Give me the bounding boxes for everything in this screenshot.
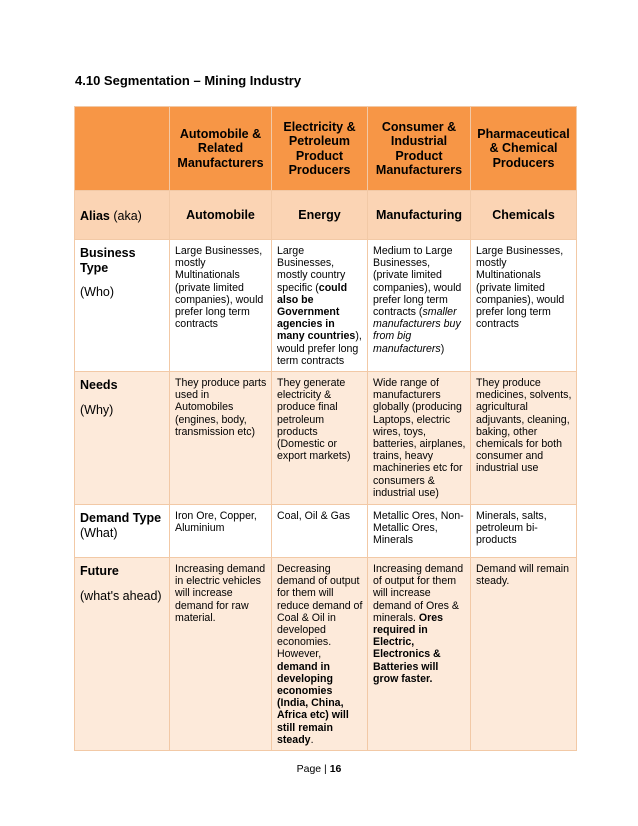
text-run: Medium to Large Businesses, (private limited companies), would prefer long term contracts (	[373, 245, 462, 319]
bold-text-run: demand in developing economies (India, China, Africa etc) will still remain steady	[277, 660, 349, 746]
row-label-demand-type	[75, 505, 170, 558]
italic-text-run: smaller manufacturers buy from big manufacturers	[373, 306, 461, 355]
segmentation-table	[74, 106, 577, 751]
alias-chemicals: Chemicals	[471, 191, 577, 240]
alias-automobile: Automobile	[170, 191, 272, 240]
table-row-alias	[75, 191, 577, 240]
needs-manufacturing: Wide range of manufacturers globally (producing Laptops, electric wires, toys, batteries, airplanes, trains, heavy machineries etc for consumers & industrial use)	[368, 372, 471, 505]
text-run: )	[440, 342, 445, 355]
needs-automobile: They produce parts used in Automobiles (engines, body, transmission etc)	[170, 372, 272, 505]
future-automobile: Increasing demand in electric vehicles will increase demand for raw material.	[170, 558, 272, 751]
future-energy	[272, 558, 368, 751]
alias-label-bold: Alias	[80, 208, 110, 223]
demand-type-automobile: Iron Ore, Copper, Aluminium	[170, 505, 272, 558]
text-run: ), would prefer long term contracts	[277, 330, 362, 367]
needs-chemicals: They produce medicines, solvents, agricultural adjuvants, cleaning, baking, other chemicals for both consumer and industrial use	[471, 372, 577, 505]
text-run: Decreasing demand of output for them will reduce demand of Coal & Oil in developed economies. However,	[277, 563, 363, 661]
needs-label: Needs	[80, 378, 118, 393]
page-prefix: Page |	[296, 763, 330, 775]
column-header-chemicals: Pharmaceutical & Chemical Producers	[471, 107, 577, 191]
section-heading: 4.10 Segmentation – Mining Industry	[75, 73, 302, 88]
text-run: Large Businesses, mostly country specific (	[277, 245, 346, 294]
bold-text-run: could also be Government agencies in many countries	[277, 281, 356, 343]
needs-energy: They generate electricity & produce final petroleum products (Domestic or export markets)	[272, 372, 368, 505]
row-label-future	[75, 558, 170, 751]
row-label-alias	[75, 191, 170, 240]
table-header-row	[75, 107, 577, 191]
table-row-business-type	[75, 240, 577, 372]
page-number: 16	[329, 763, 342, 775]
text-run: .	[310, 733, 314, 746]
table-row-demand-type	[75, 505, 577, 558]
bold-text-run: Ores required in Electric, Electronics & Batteries will grow faster.	[373, 611, 444, 685]
business-type-energy	[272, 240, 368, 372]
alias-energy: Energy	[272, 191, 368, 240]
row-label-needs	[75, 372, 170, 505]
column-header-energy: Electricity & Petroleum Product Producers	[272, 107, 368, 191]
future-sub: (what's ahead)	[80, 588, 162, 603]
demand-type-label: Demand Type	[80, 511, 162, 526]
header-empty-cell	[75, 107, 170, 191]
table-row-needs	[75, 372, 577, 505]
text-run: Increasing demand of output for them will increase demand of Ores & minerals.	[373, 563, 464, 624]
business-type-manufacturing	[368, 240, 471, 372]
page-footer	[0, 763, 638, 775]
demand-type-manufacturing: Metallic Ores, Non-Metallic Ores, Minerals	[368, 505, 471, 558]
column-header-automobile: Automobile & Related Manufacturers	[170, 107, 272, 191]
future-manufacturing	[368, 558, 471, 751]
alias-label-rest: (aka)	[109, 208, 142, 223]
business-type-label: Business Type	[80, 246, 136, 275]
demand-type-sub: (What)	[80, 525, 118, 540]
needs-sub: (Why)	[80, 402, 114, 417]
demand-type-energy: Coal, Oil & Gas	[272, 505, 368, 558]
table-row-future	[75, 558, 577, 751]
business-type-chemicals: Large Businesses, mostly Multinationals (private limited companies), would prefer long term contracts	[471, 240, 577, 372]
business-type-sub: (Who)	[80, 285, 115, 299]
demand-type-chemicals: Minerals, salts, petroleum bi-products	[471, 505, 577, 558]
alias-manufacturing: Manufacturing	[368, 191, 471, 240]
future-chemicals: Demand will remain steady.	[471, 558, 577, 751]
business-type-automobile: Large Businesses, mostly Multinationals (private limited companies), would prefer long term contracts	[170, 240, 272, 372]
row-label-business-type	[75, 240, 170, 372]
column-header-manufacturing: Consumer & Industrial Product Manufacturers	[368, 107, 471, 191]
future-label: Future	[80, 564, 119, 579]
